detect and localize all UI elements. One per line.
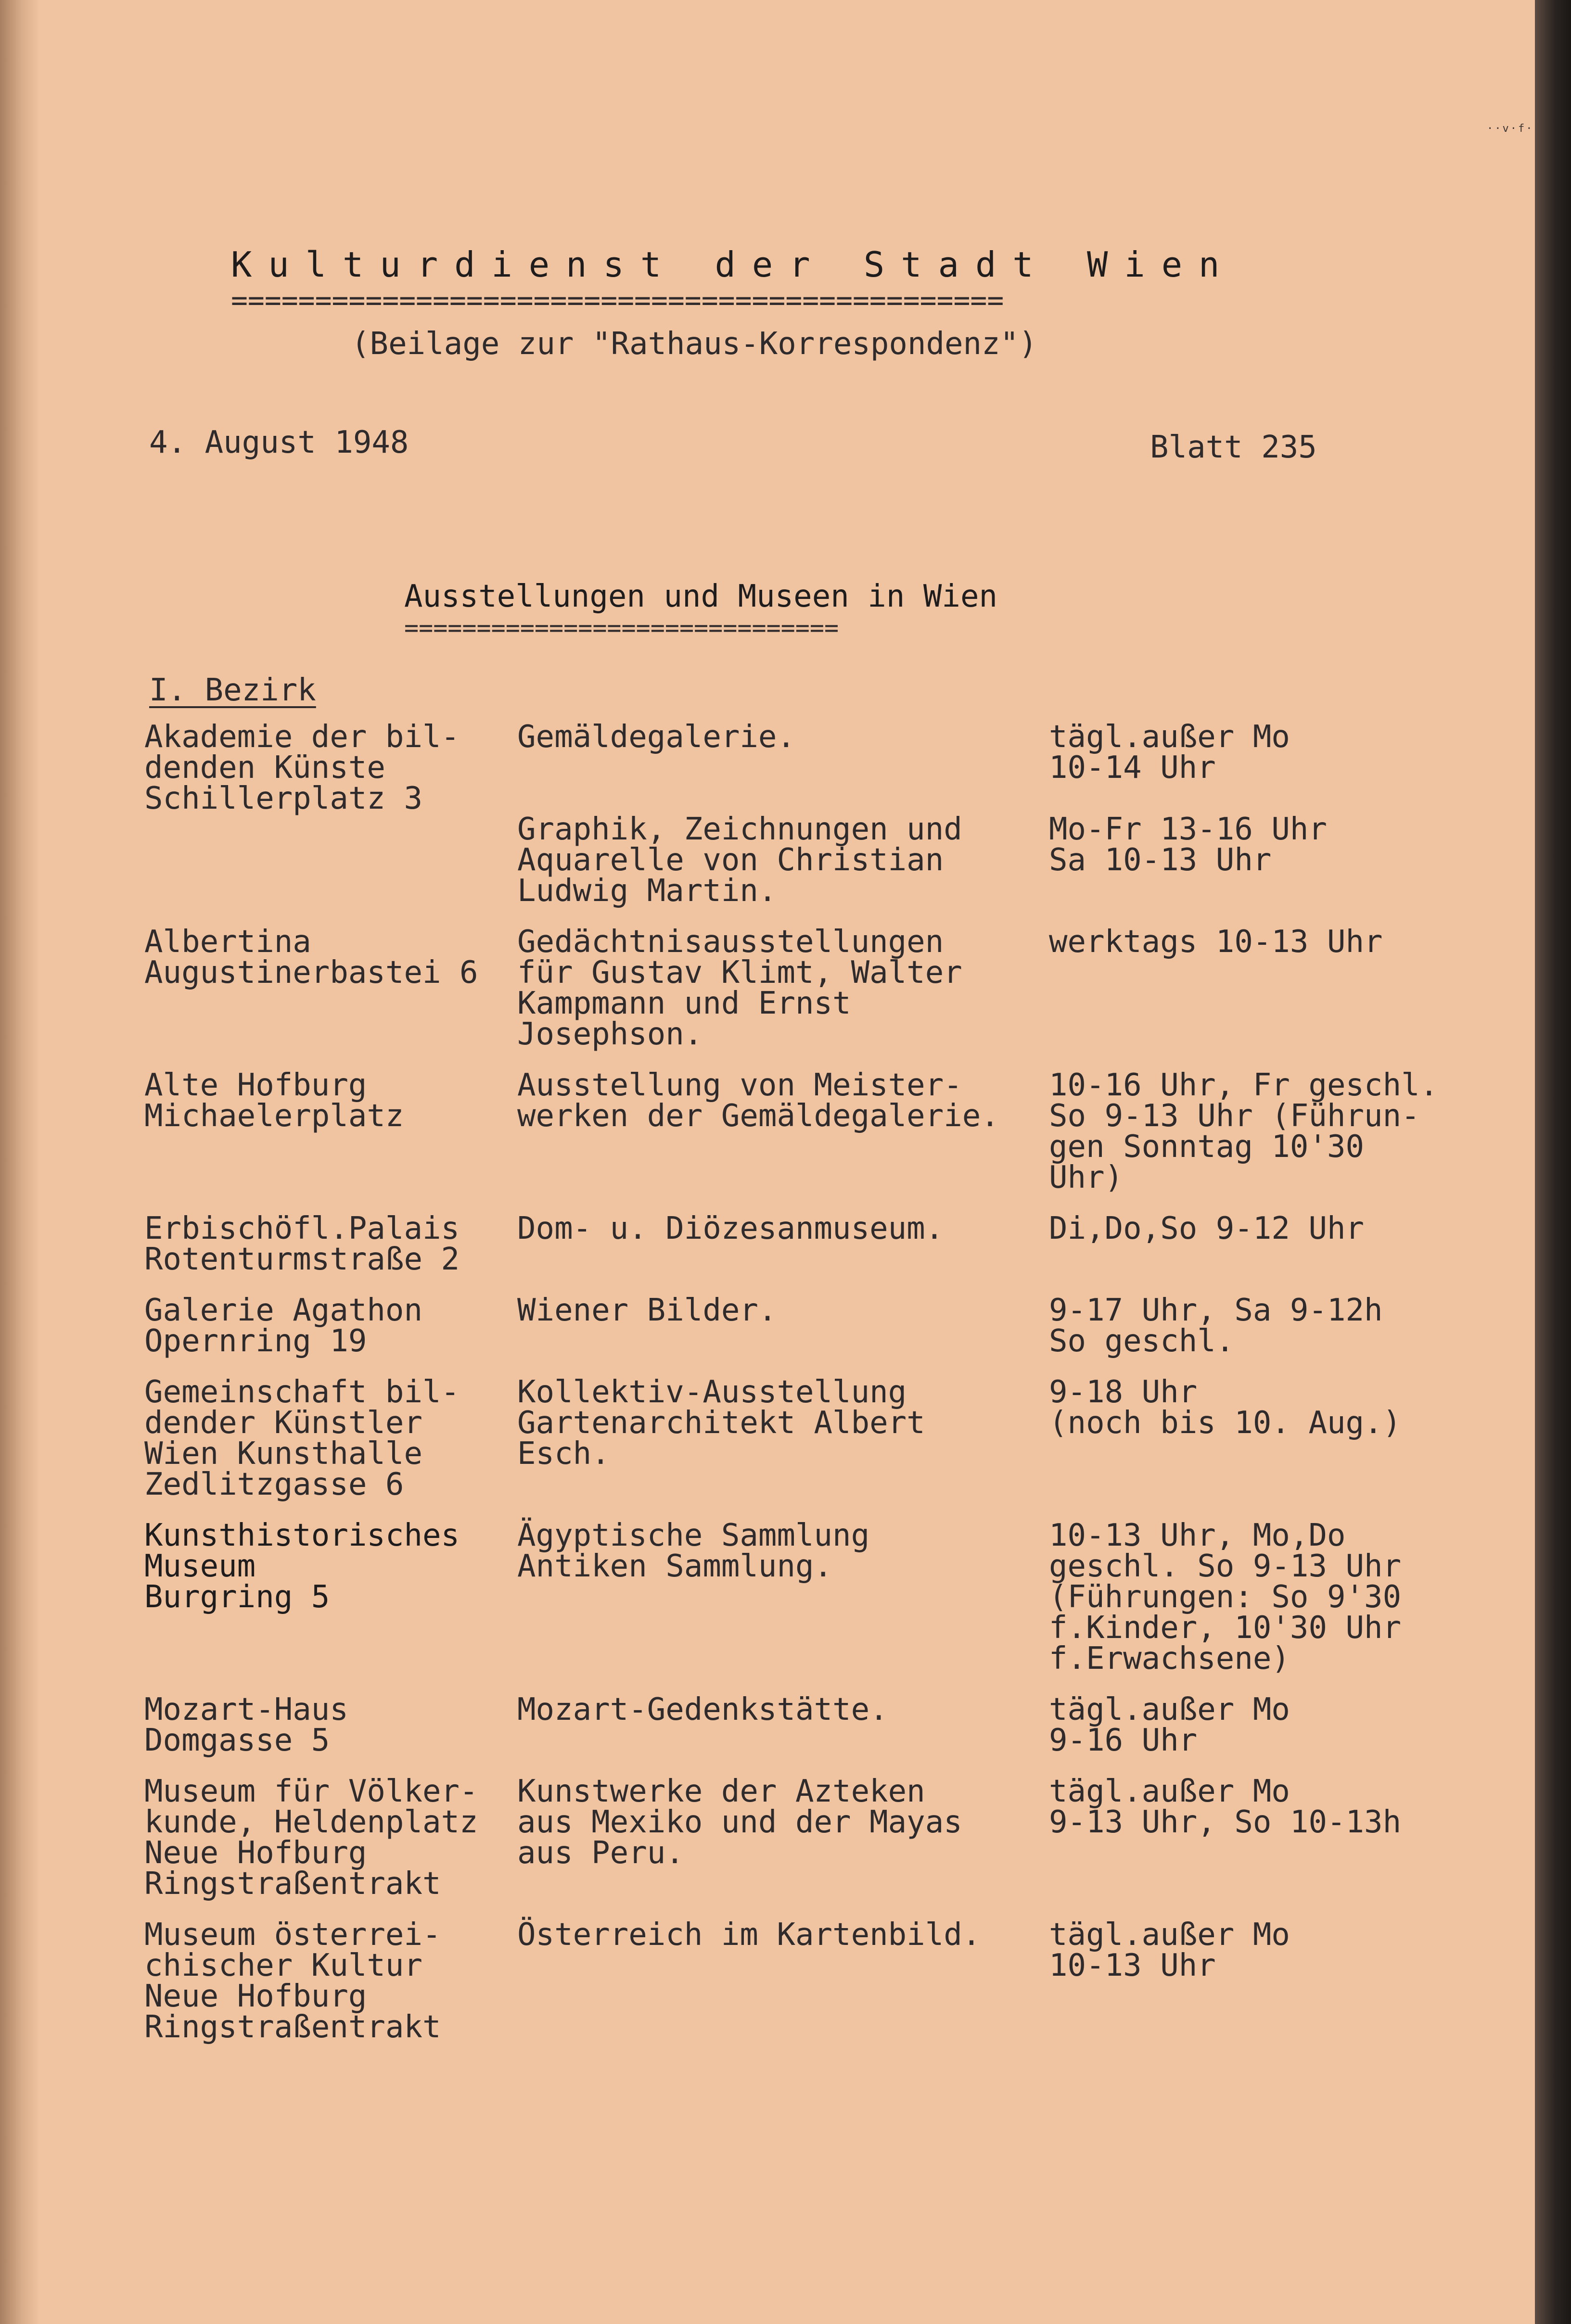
document-page — [38, 0, 1535, 2324]
listing-table — [130, 719, 1506, 2045]
sheet-number: Blatt 235 — [1150, 430, 1317, 465]
hours-cell: Di,Do,So 9-12 Uhr — [1049, 1211, 1365, 1246]
exhibition-cell: Dom- u. Diözesanmuseum. — [517, 1211, 944, 1246]
table-row — [130, 1374, 1506, 1502]
location-cell: Gemeinschaft bil- dender Künstler Wien Kunsthalle Zedlitzgasse 6 — [144, 1374, 460, 1502]
page-edge — [1535, 0, 1571, 2324]
hours-cell: werktags 10-13 Uhr — [1049, 924, 1383, 960]
location-cell: Mozart-Haus Domgasse 5 — [144, 1692, 348, 1758]
location-cell: Kunsthistorisches Museum Burgring 5 — [144, 1518, 460, 1615]
table-row — [130, 783, 1506, 909]
table-row — [130, 1919, 1506, 2043]
exhibition-cell: Gedächtnisausstellungen für Gustav Klimt, Walter Kampmann und Ernst Josephson. — [517, 924, 962, 1052]
exhibition-cell: Ägyptische Sammlung Antiken Sammlung. — [517, 1518, 870, 1584]
district-heading: I. Bezirk — [149, 673, 316, 708]
section-heading-rule: ============================== — [404, 616, 839, 640]
location-cell: Akademie der bil- denden Künste Schillerplatz 3 — [144, 719, 460, 816]
location-cell: Galerie Agathon Opernring 19 — [144, 1293, 422, 1359]
location-cell: Albertina Augustinerbastei 6 — [144, 924, 478, 991]
exhibition-cell: Wiener Bilder. — [517, 1293, 777, 1328]
exhibition-cell: Kunstwerke der Azteken aus Mexiko und der Mayas aus Peru. — [517, 1774, 962, 1871]
exhibition-cell: Kollektiv-Ausstellung Gartenarchitekt Albert Esch. — [517, 1374, 925, 1472]
table-row — [130, 1694, 1506, 1756]
location-cell: Museum österrei- chischer Kultur Neue Hofburg Ringstraßentrakt — [144, 1917, 441, 2045]
table-row — [130, 1067, 1506, 1195]
table-row — [130, 1213, 1506, 1275]
hours-cell: tägl.außer Mo 9-16 Uhr — [1049, 1692, 1290, 1758]
masthead-subtitle: (Beilage zur "Rathaus-Korrespondenz") — [351, 326, 1037, 362]
corner-mark: ··v·f· — [1487, 123, 1534, 135]
hours-cell: Mo-Fr 13-16 Uhr Sa 10-13 Uhr — [1049, 812, 1327, 878]
issue-date: 4. August 1948 — [149, 425, 409, 460]
masthead — [231, 243, 1241, 314]
hours-cell: tägl.außer Mo 10-14 Uhr — [1049, 719, 1290, 786]
exhibition-cell: Mozart-Gedenkstätte. — [517, 1692, 888, 1727]
hours-cell: 9-17 Uhr, Sa 9-12h So geschl. — [1049, 1293, 1383, 1359]
exhibition-cell: Graphik, Zeichnungen und Aquarelle von Christian Ludwig Martin. — [517, 812, 962, 909]
location-cell: Alte Hofburg Michaelerplatz — [144, 1067, 404, 1134]
exhibition-cell: Gemäldegalerie. — [517, 719, 795, 755]
page-spine — [0, 0, 38, 2324]
hours-cell: tägl.außer Mo 10-13 Uhr — [1049, 1917, 1290, 1983]
masthead-title: Kulturdienst der Stadt Wien — [231, 244, 1236, 285]
table-row — [130, 1774, 1506, 1902]
hours-cell: 10-16 Uhr, Fr geschl. So 9-13 Uhr (Führun- gen Sonntag 10'30 Uhr) — [1049, 1067, 1439, 1195]
table-row — [130, 924, 1506, 1052]
hours-cell: 9-18 Uhr (noch bis 10. Aug.) — [1049, 1374, 1402, 1441]
hours-cell: 10-13 Uhr, Mo,Do geschl. So 9-13 Uhr (Führungen: So 9'30 f.Kinder, 10'30 Uhr f.Erwachsene) — [1049, 1518, 1402, 1676]
location-cell: Museum für Völker- kunde, Heldenplatz Neue Hofburg Ringstraßentrakt — [144, 1774, 478, 1902]
exhibition-cell: Österreich im Kartenbild. — [517, 1917, 981, 1953]
table-row — [130, 1295, 1506, 1357]
exhibition-cell: Ausstellung von Meister- werken der Gemäldegalerie. — [517, 1067, 999, 1134]
location-cell — [130, 783, 505, 906]
section-heading: Ausstellungen und Museen in Wien — [404, 579, 997, 614]
table-row — [130, 1520, 1506, 1674]
masthead-rule: ============================================== — [231, 286, 1004, 314]
hours-cell: tägl.außer Mo 9-13 Uhr, So 10-13h — [1049, 1774, 1402, 1840]
location-cell: Erbischöfl.Palais Rotenturmstraße 2 — [144, 1211, 460, 1277]
